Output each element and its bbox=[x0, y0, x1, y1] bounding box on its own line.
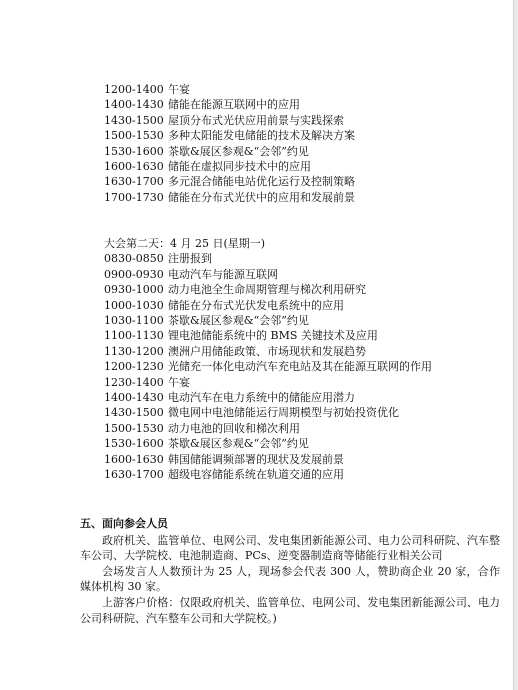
schedule-event: 储能在分布式光伏中的应用和发展前景 bbox=[168, 190, 355, 204]
schedule-time: 1530-1600 bbox=[104, 437, 164, 451]
schedule-time: 1630-1700 bbox=[104, 468, 164, 482]
schedule-row bbox=[104, 359, 494, 374]
schedule-event: 动力电池的回收和梯次利用 bbox=[168, 421, 300, 435]
schedule-event: 光储充一体化电动汽车充电站及其在能源互联网的作用 bbox=[168, 360, 432, 374]
schedule-time: 1700-1730 bbox=[104, 190, 164, 204]
schedule-time: 0930-1000 bbox=[104, 283, 164, 297]
schedule-row bbox=[104, 159, 494, 174]
schedule-time: 1430-1500 bbox=[104, 406, 164, 420]
schedule-row bbox=[104, 174, 494, 189]
schedule-time: 1530-1600 bbox=[104, 144, 164, 158]
schedule-time: 1400-1430 bbox=[104, 391, 164, 405]
schedule-row bbox=[104, 190, 494, 205]
day-2-header: 大会第二天：4 月 25 日(星期一) bbox=[104, 237, 266, 250]
pricing-paragraph: 上游客户价格：仅限政府机关、监管单位、电网公司、发电集团新能源公司、电力公司科研院、汽车整车公司和大学院校。) bbox=[80, 595, 500, 625]
schedule-row bbox=[104, 436, 494, 451]
schedule-event: 茶歇&展区参观&“会邻”约见 bbox=[168, 314, 309, 328]
schedule-event: 动力电池全生命周期管理与梯次利用研究 bbox=[168, 283, 366, 297]
schedule-time: 1230-1400 bbox=[104, 375, 164, 389]
schedule-row bbox=[104, 282, 494, 297]
schedule-time: 0830-0850 bbox=[104, 252, 164, 266]
schedule-time: 1430-1500 bbox=[104, 113, 164, 127]
schedule-row bbox=[104, 467, 494, 482]
schedule-event: 午宴 bbox=[168, 375, 190, 389]
schedule-event: 茶歇&展区参观&“会邻”约见 bbox=[168, 144, 309, 158]
schedule-time: 0900-0930 bbox=[104, 267, 164, 281]
schedule-event: 储能在能源互联网中的应用 bbox=[168, 98, 300, 112]
schedule-row bbox=[104, 375, 494, 390]
schedule-time: 1000-1030 bbox=[104, 298, 164, 312]
schedule-row bbox=[104, 452, 494, 467]
schedule-time: 1630-1700 bbox=[104, 175, 164, 189]
schedule-event: 超级电容储能系统在轨道交通的应用 bbox=[168, 468, 344, 482]
schedule-time: 1100-1130 bbox=[104, 329, 164, 343]
schedule-row bbox=[104, 251, 494, 266]
schedule-time: 1030-1100 bbox=[104, 314, 164, 328]
schedule-row bbox=[104, 97, 494, 112]
schedule-event: 储能在分布式光伏发电系统中的应用 bbox=[168, 298, 344, 312]
schedule-row bbox=[104, 298, 494, 313]
schedule-event: 多元混合储能电站优化运行及控制策略 bbox=[168, 175, 355, 189]
section-title: 五、面向参会人员 bbox=[80, 517, 168, 530]
schedule-event: 微电网中电池储能运行周期模型与初始投资优化 bbox=[168, 406, 399, 420]
schedule-row bbox=[104, 128, 494, 143]
schedule-row bbox=[104, 82, 494, 97]
schedule-row bbox=[104, 144, 494, 159]
schedule-event: 储能在虚拟同步技术中的应用 bbox=[168, 160, 311, 174]
schedule-time: 1500-1530 bbox=[104, 421, 164, 435]
schedule-event: 韩国储能调频部署的现状及发展前景 bbox=[168, 452, 344, 466]
schedule-row bbox=[104, 405, 494, 420]
schedule-row bbox=[104, 313, 494, 328]
schedule-row bbox=[104, 267, 494, 282]
schedule-time: 1200-1230 bbox=[104, 360, 164, 374]
schedule-event: 多种太阳能发电储能的技术及解决方案 bbox=[168, 129, 355, 143]
schedule-time: 1400-1430 bbox=[104, 98, 164, 112]
schedule-event: 午宴 bbox=[168, 83, 190, 96]
schedule-time: 1600-1630 bbox=[104, 452, 164, 466]
schedule-event: 注册报到 bbox=[168, 252, 212, 266]
schedule-time: 1200-1400 bbox=[104, 83, 164, 96]
section-attendees bbox=[80, 516, 500, 626]
schedule-event: 锂电池储能系统中的 BMS 关键技术及应用 bbox=[168, 329, 378, 343]
attendee-types-paragraph: 政府机关、监管单位、电网公司、发电集团新能源公司、电力公司科研院、汽车整车公司、大学院校、电池制造商、PCs、逆变器制造商等储能行业相关公司 bbox=[80, 533, 500, 563]
schedule-day-1 bbox=[104, 82, 494, 205]
schedule-row bbox=[104, 344, 494, 359]
attendance-stats-paragraph: 会场发言人人数预计为 25 人，现场参会代表 300 人，赞助商企业 20 家，合作媒体机构 30 家。 bbox=[80, 564, 500, 594]
schedule-time: 1600-1630 bbox=[104, 160, 164, 174]
schedule-day-2 bbox=[104, 236, 494, 482]
schedule-row bbox=[104, 113, 494, 128]
schedule-row bbox=[104, 328, 494, 343]
schedule-row bbox=[104, 390, 494, 405]
schedule-event: 屋顶分布式光伏应用前景与实践探索 bbox=[168, 113, 344, 127]
schedule-event: 茶歇&展区参观&“会邻”约见 bbox=[168, 437, 309, 451]
schedule-time: 1130-1200 bbox=[104, 344, 164, 358]
schedule-event: 澳洲户用储能政策、市场现状和发展趋势 bbox=[168, 344, 366, 358]
schedule-event: 电动汽车与能源互联网 bbox=[168, 267, 278, 281]
schedule-event: 电动汽车在电力系统中的储能应用潜力 bbox=[168, 391, 355, 405]
schedule-time: 1500-1530 bbox=[104, 129, 164, 143]
schedule-row bbox=[104, 421, 494, 436]
page-edge bbox=[513, 0, 518, 690]
